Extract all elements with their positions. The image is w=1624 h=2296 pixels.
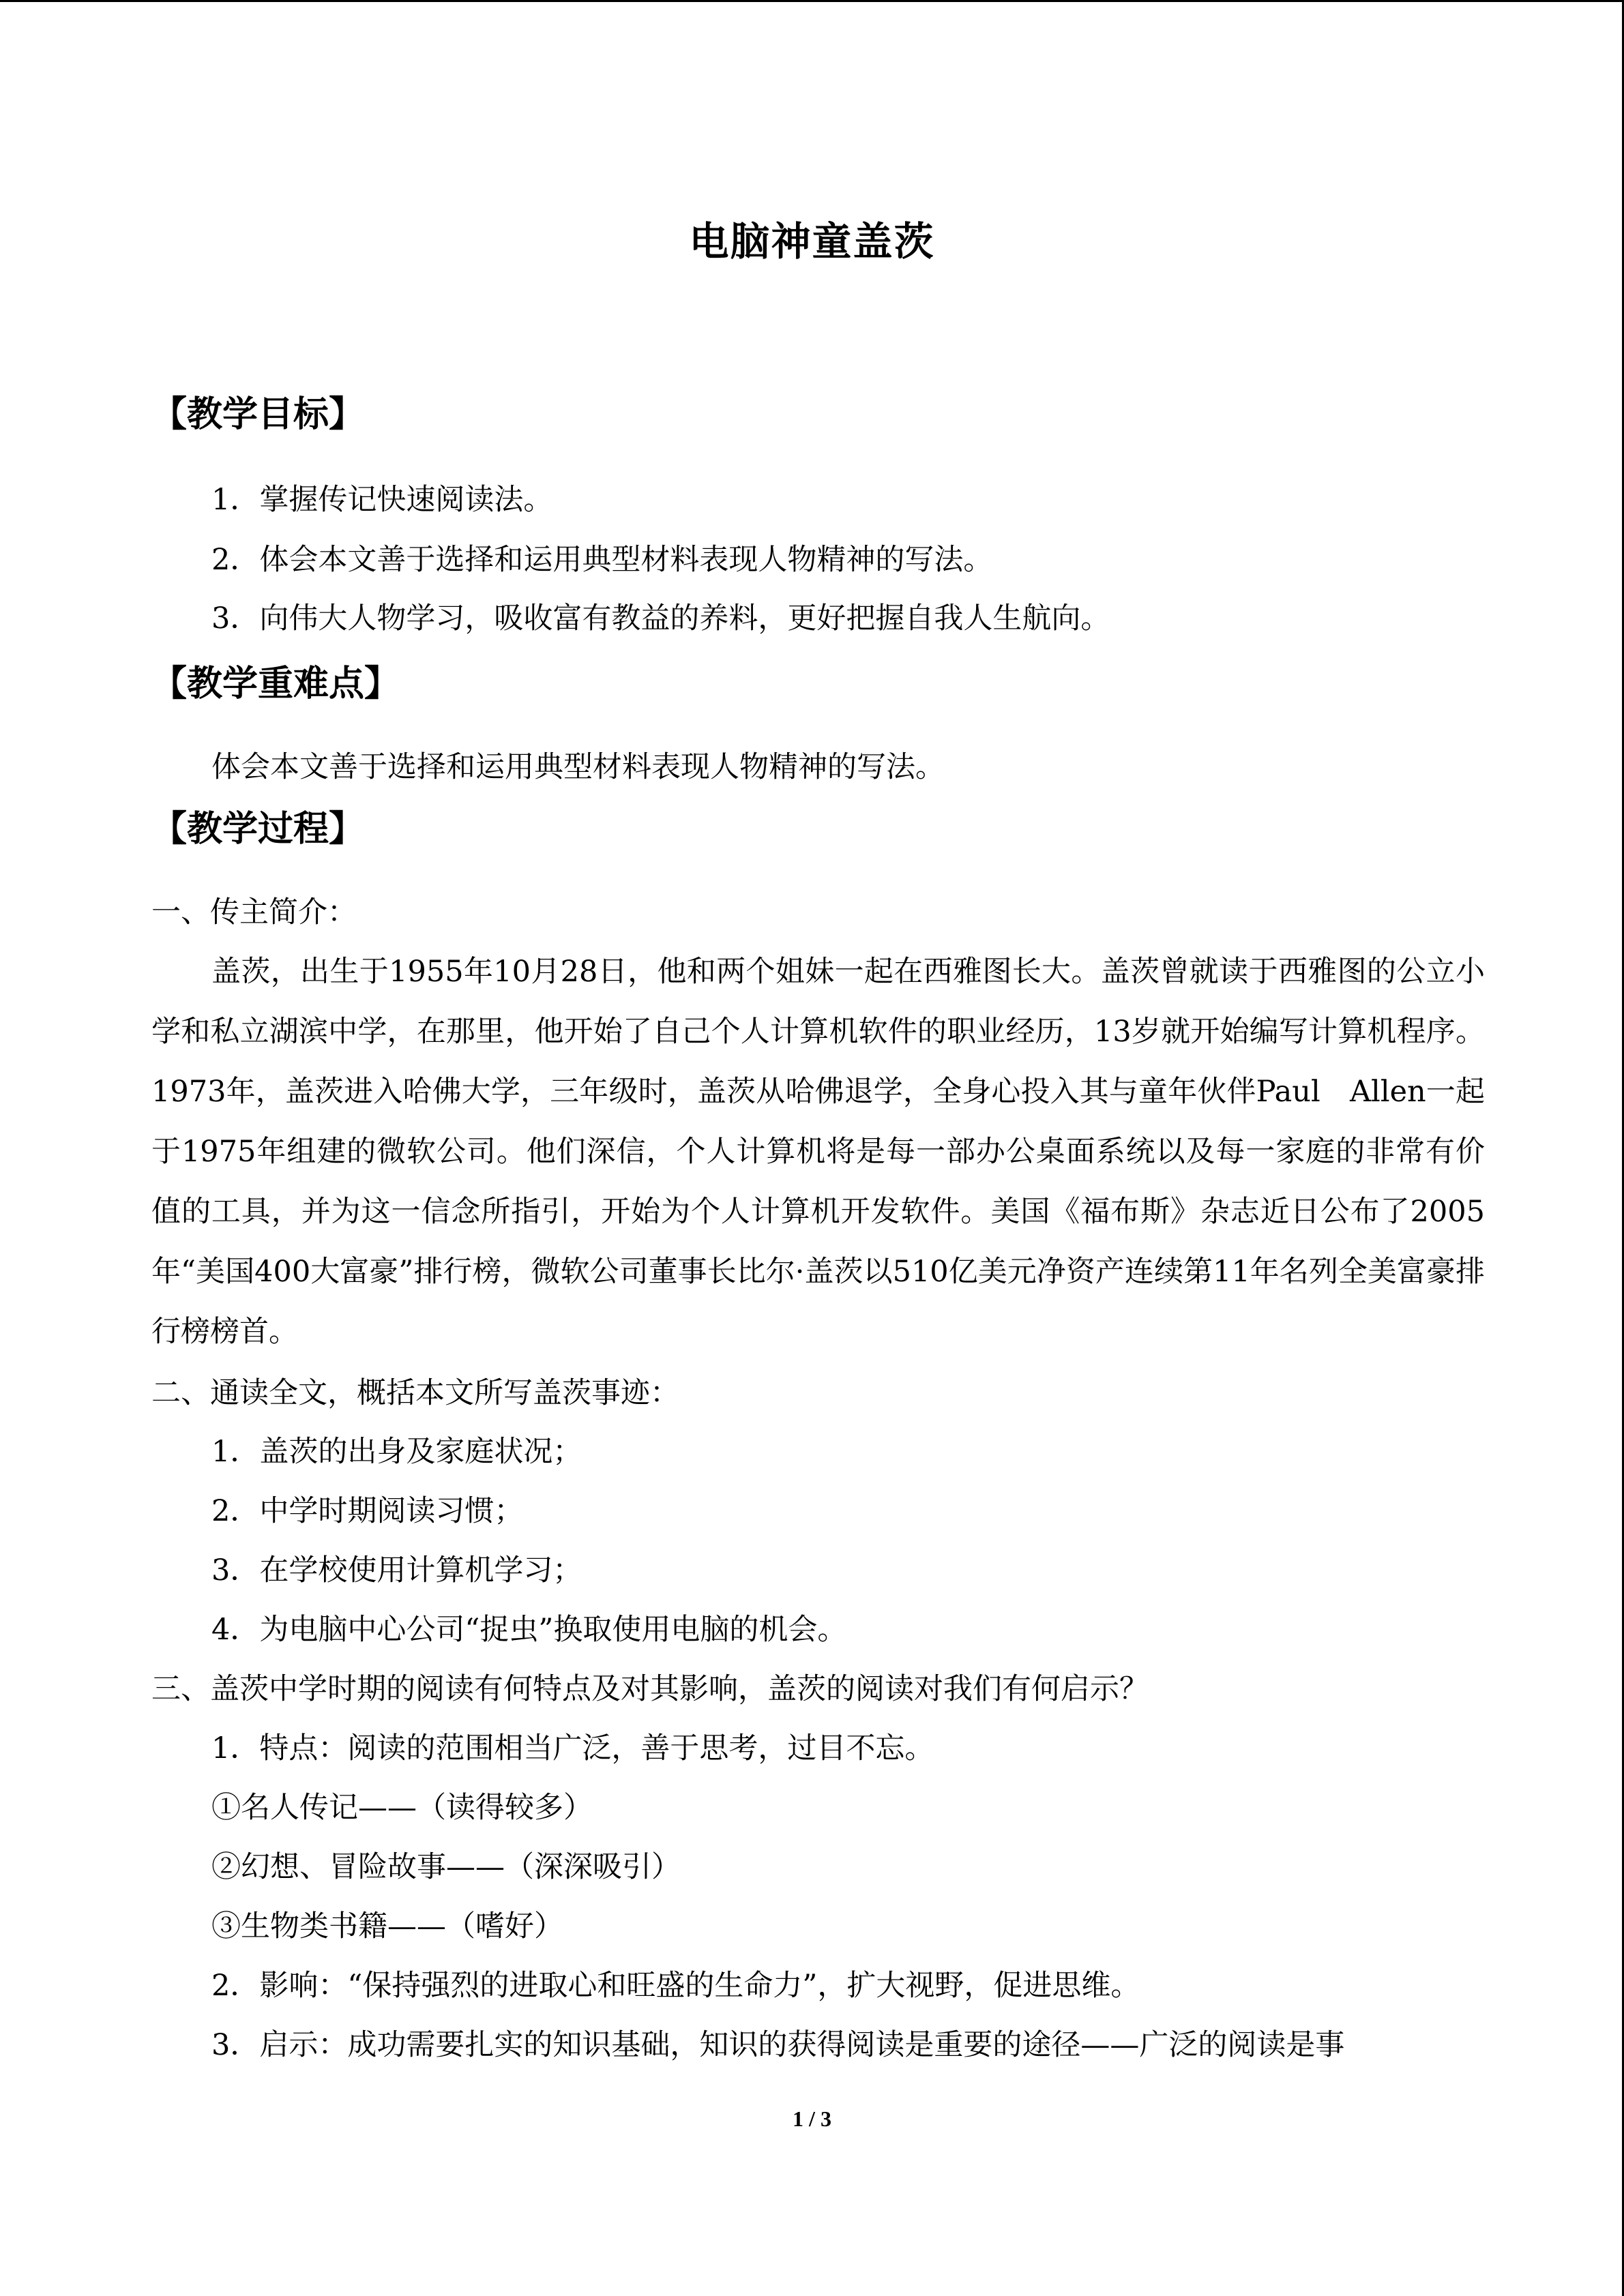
part2-item: 4．为电脑中心公司“捉虫”换取使用电脑的机会。: [211, 1613, 847, 1647]
goal-item: 1．掌握传记快速阅读法。: [211, 483, 553, 517]
section-heading-key-points: 【教学重难点】: [151, 664, 400, 704]
part2-item: 1．盖茨的出身及家庭状况；: [211, 1435, 582, 1469]
part3-item: ①名人传记——（读得较多）: [211, 1791, 593, 1825]
section-heading-goals: 【教学目标】: [151, 394, 365, 435]
page-indicator: 1 / 3: [793, 2106, 831, 2131]
part1-body: 盖茨，出生于1955年10月28日，他和两个姐妹一起在西雅图长大。盖茨曾就读于西雅图的公立小学和私立湖滨中学，在那里，他开始了自己个人计算机软件的职业经历，13岁就开始编写计算机程序。1973年，盖茨进入哈佛大学，三年级时，盖茨从哈佛退学，全身心投入其与童年伙伴Paul Allen一起于1975年组建的微软公司。他们深信，个人计算机将是每一部办公桌面系统以及每一家庭的非常有价值的工具，并为这一信念所指引，开始为个人计算机开发软件。美国《福布斯》杂志近日公布了2005年“美国400大富豪”排行榜，微软公司董事长比尔·盖茨以510亿美元净资产连续第11年名列全美富豪排行榜榜首。: [151, 955, 1485, 1349]
section-heading-process: 【教学过程】: [151, 809, 365, 850]
part3-item: 3．启示：成功需要扎实的知识基础，知识的获得阅读是重要的途径——广泛的阅读是事: [211, 2028, 1345, 2062]
part2-item: 3．在学校使用计算机学习；: [211, 1553, 582, 1587]
part1-title: 一、传主简介：: [151, 895, 357, 929]
part3-item: ②幻想、冒险故事——（深深吸引）: [211, 1850, 681, 1884]
goal-item: 3．向伟大人物学习，吸收富有教益的养料，更好把握自我人生航向。: [211, 601, 1110, 636]
part3-item: 2．影响：“保持强烈的进取心和旺盛的生命力”，扩大视野，促进思维。: [211, 1969, 1140, 2003]
part3-item: ③生物类书籍——（嗜好）: [211, 1909, 563, 1943]
document-title: 电脑神童盖茨: [689, 218, 935, 265]
part2-item: 2．中学时期阅读习惯；: [211, 1494, 524, 1528]
part3-item: 1．特点：阅读的范围相当广泛，善于思考，过目不忘。: [211, 1731, 934, 1765]
goal-item: 2．体会本文善于选择和运用典型材料表现人物精神的写法。: [211, 543, 993, 577]
part2-title: 二、通读全文，概括本文所写盖茨事迹：: [151, 1376, 679, 1410]
part3-title: 三、盖茨中学时期的阅读有何特点及对其影响，盖茨的阅读对我们有何启示？: [151, 1672, 1149, 1706]
key-points-text: 体会本文善于选择和运用典型材料表现人物精神的写法。: [211, 750, 945, 784]
